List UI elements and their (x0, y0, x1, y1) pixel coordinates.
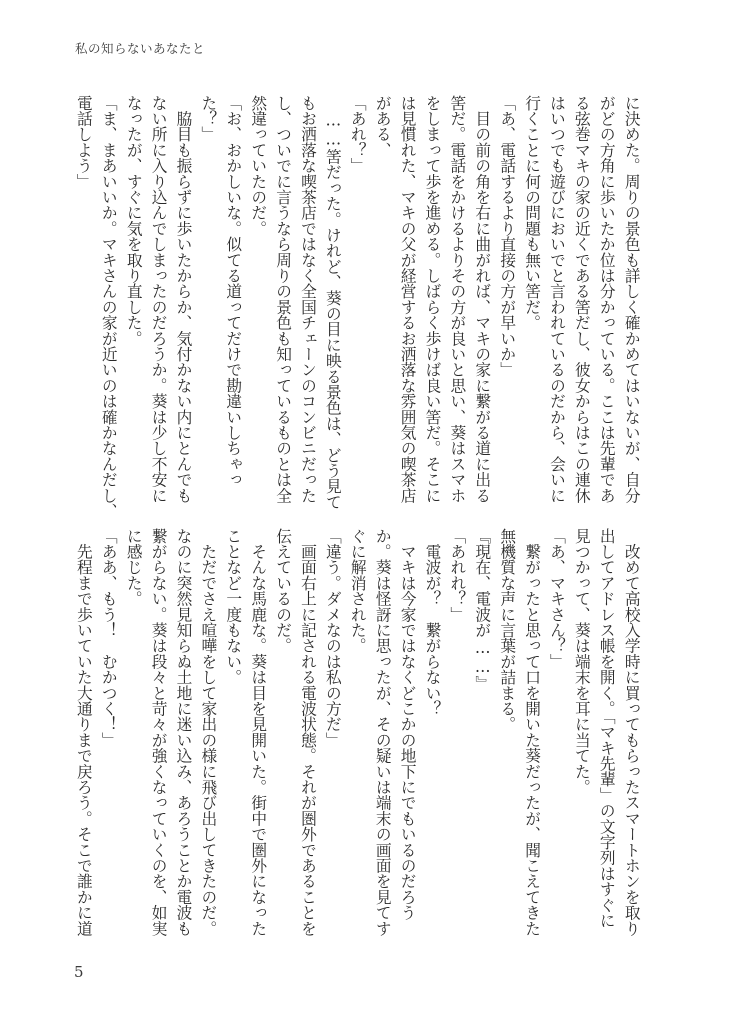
text-column: ない所に入り込んでしまったのだろうか。葵は少し不安に (149, 95, 169, 504)
text-column: 先程まで歩いていた大通りまで戻ろう。そこで誰かに道 (74, 528, 94, 937)
text-column: がある、 (373, 95, 393, 158)
text-column: 然違っていたのだ。 (249, 95, 269, 237)
text-column: 「ま、まあいいか。マキさんの家が近いのは確かなんだし、 (99, 95, 119, 519)
text-column: ……筈だった。けれど、葵の目に映る景色は、どう見て (323, 95, 343, 510)
text-column: ただでさえ喧嘩をして家出の様に飛び出してきたのだ。 (199, 528, 219, 937)
text-column: 目の前の角を右に曲がれば、マキの家に繋がる道に出る (473, 95, 493, 504)
text-column: 「ああ、もう！ むかつく！」 (99, 528, 119, 748)
text-column: 電波が？ 繋がらない？ (423, 528, 443, 717)
text-column: をしまって歩を進める。しばらく歩けば良い筈だ。そこに (423, 95, 443, 504)
text-column: なったが、すぐに気を取り直した。 (124, 95, 144, 347)
text-column: マキは今家ではなくどこかの地下にでもいるのだろう (398, 528, 418, 921)
text-column: がどの方角に歩いたか位は分かっている。ここは先輩であ (597, 95, 617, 504)
text-block-lower (71, 528, 643, 942)
text-column: もお洒落な喫茶店ではなく全国チェーンのコンビニだった (298, 95, 318, 504)
text-column: に感じた。 (124, 528, 144, 607)
text-column: 画面右上に記される電波状態。それが圏外であることを (298, 528, 318, 937)
text-column: か。葵は怪訝に思ったが、その疑いは端末の画面を見てす (373, 528, 393, 937)
text-column: た？」 (199, 95, 219, 143)
text-column: し、ついでに言うなら周りの景色も知っているものとは全 (274, 95, 294, 504)
text-column: 筈だ。電話をかけるよりその方が良いと思い、葵はスマホ (448, 95, 468, 504)
text-column: はいつでも遊びにおいでと言われているのだから、会いに (547, 95, 567, 504)
text-column: 改めて高校入学時に買ってもらったスマートホンを取り (622, 528, 642, 937)
text-column: 「あれれ？」 (448, 528, 468, 623)
text-column: 「あ、電話するより直接の方が早いか」 (498, 95, 518, 378)
text-column: 出してアドレス帳を開く。「マキ先輩」の文字列はすぐに (597, 528, 617, 929)
text-column: そんな馬鹿な。葵は目を見開いた。街中で圏外になった (249, 528, 269, 937)
text-column: は見慣れた、マキの父が経営するお洒落な雰囲気の喫茶店 (398, 95, 418, 504)
running-header-title: 私の知らないあなたと (75, 41, 206, 56)
text-block-upper (71, 95, 643, 519)
text-column: ことなど一度もない。 (224, 528, 244, 685)
text-column: に決めた。周りの景色も詳しく確かめてはいないが、自分 (622, 95, 642, 504)
text-column: 「お、おかしいな。似てる道ってだけで勘違いしちゃっ (224, 95, 244, 488)
text-column: 『現在、電波が……』 (473, 528, 493, 692)
text-column: る弦巻マキの家の近くである筈だし、彼女からはこの連休 (572, 95, 592, 504)
text-column: 「あ、マキさん？」 (547, 528, 567, 670)
text-column: 伝えているのだ。 (274, 528, 294, 654)
text-column: 「違う。ダメなのは私の方だ」 (323, 528, 343, 748)
text-column: ぐに解消された。 (348, 528, 368, 654)
text-column: 電話しよう」 (74, 95, 94, 190)
text-column: 繋がらない。葵は段々と苛々が強くなっていくのを、如実 (149, 528, 169, 937)
text-column: 行くことに何の問題も無い筈だ。 (523, 95, 543, 331)
text-column: 無機質な声に言葉が詰まる。 (498, 528, 518, 733)
text-column: 「あれ？」 (348, 95, 368, 174)
text-column: 見つかって、葵は端末を耳に当てた。 (572, 528, 592, 795)
page-number: 5 (74, 963, 84, 981)
text-column: 繋がったと思って口を開いた葵だったが、聞こえてきた (523, 528, 543, 937)
text-column: 脇目も振らずに歩いたからか、気付かない内にとんでも (174, 95, 194, 504)
text-column: なのに突然見知らぬ土地に迷い込み、あろうことか電波も (174, 528, 194, 937)
